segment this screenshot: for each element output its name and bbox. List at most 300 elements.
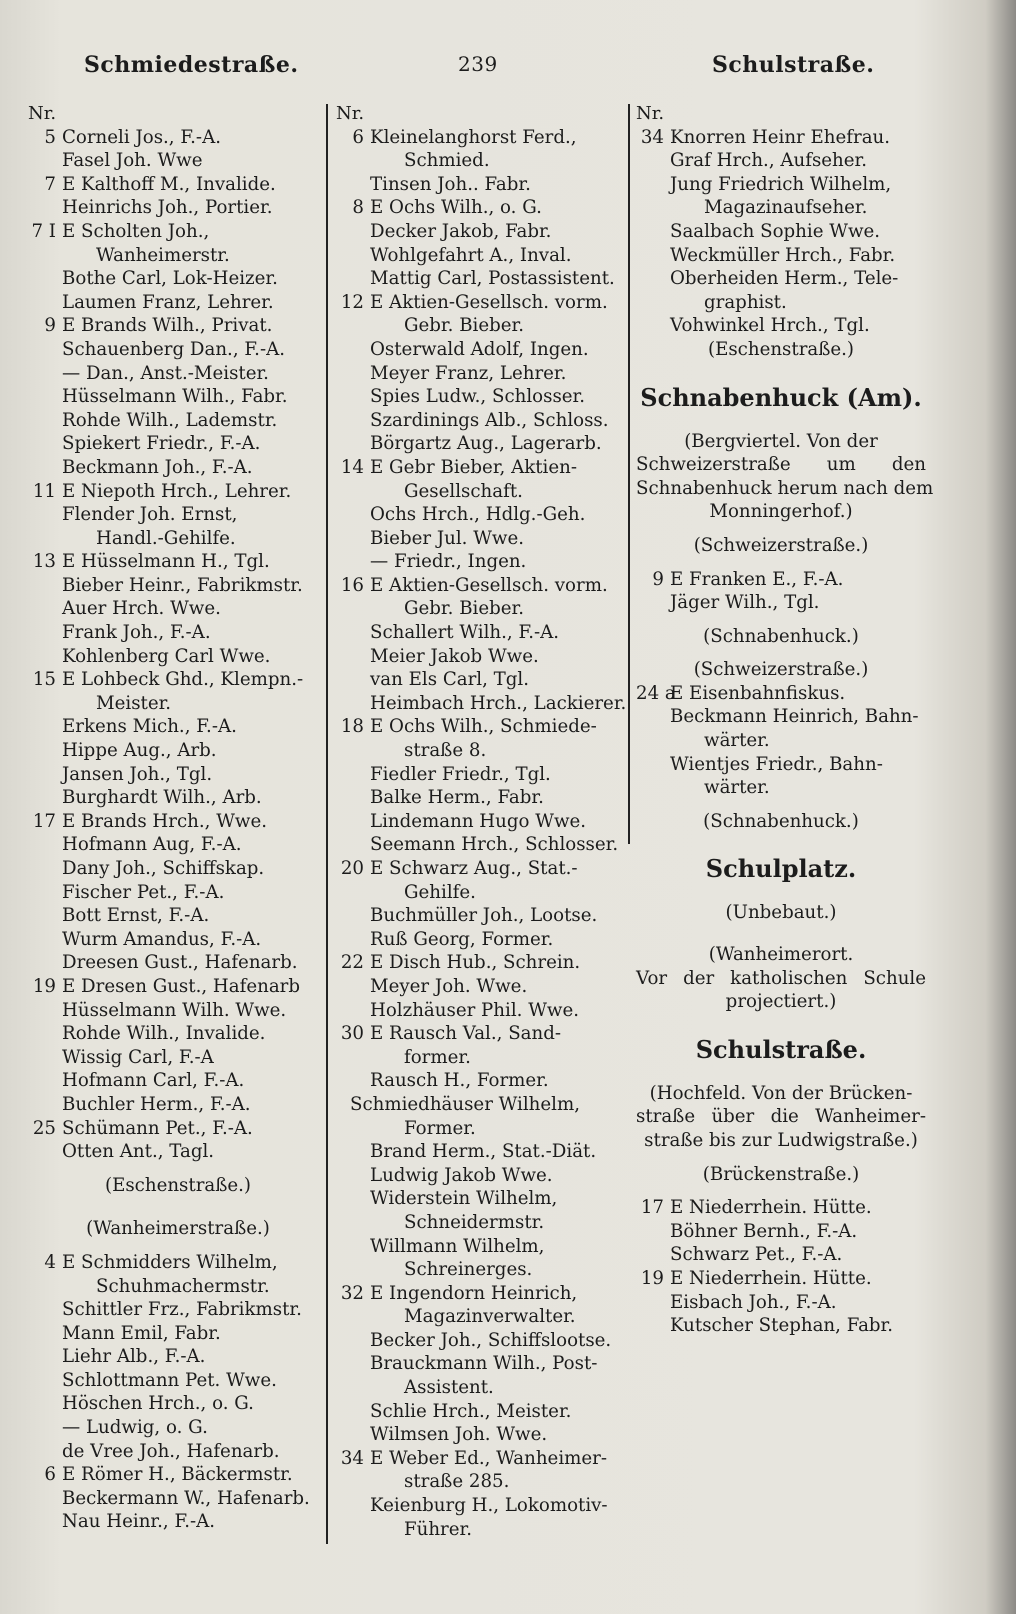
- entry-text: Rohde Wilh., Invalide.: [62, 1023, 266, 1045]
- entry-text: Dany Joh., Schiffskap.: [62, 858, 265, 879]
- entry-text: Buchmüller Joh., Lootse.: [370, 905, 598, 927]
- entry-text: Schümann Pet., F.-A.: [62, 1117, 253, 1139]
- directory-entry: [336, 668, 632, 692]
- entry-text: Ruß Georg, Former.: [370, 928, 554, 950]
- cross-street: (Schnabenhuck.): [703, 625, 859, 647]
- house-number: 13: [32, 551, 56, 573]
- entry-text: Balke Herm., Fabr.: [370, 787, 544, 809]
- entry-text: Heinrichs Joh., Portier.: [62, 197, 273, 219]
- spacer: [636, 1186, 926, 1196]
- entry-text: Fiedler Friedr., Tgl.: [370, 763, 551, 785]
- house-number: 9: [652, 568, 664, 590]
- directory-entry: [336, 1329, 632, 1353]
- entry-text: Decker Jakob, Fabr.: [370, 220, 552, 242]
- street-note: (Unbebaut.): [725, 902, 837, 924]
- entry-text: Gebr. Bieber.: [404, 315, 525, 337]
- entry-text: Corneli Jos., F.-A.: [62, 126, 221, 148]
- entry-text: Hofmann Carl, F.-A.: [62, 1070, 245, 1092]
- column-3: [636, 102, 934, 1338]
- directory-entry: [28, 1510, 328, 1534]
- directory-entry: [336, 244, 632, 268]
- entry-text: straße 285.: [404, 1471, 510, 1493]
- directory-entry: [636, 753, 926, 777]
- directory-entry: [28, 574, 328, 598]
- cross-street: [28, 1217, 328, 1241]
- entry-text: E Franken E., F.-A.: [670, 568, 844, 590]
- entry-text: E Römer H., Bäckermstr.: [62, 1464, 293, 1486]
- directory-entry: [636, 682, 926, 706]
- house-number: 19: [32, 975, 56, 997]
- directory-entry: [28, 621, 328, 645]
- entry-text: Fasel Joh. Wwe: [62, 150, 203, 172]
- directory-entry: [336, 126, 632, 150]
- entry-text: — Ludwig, o. G.: [62, 1417, 208, 1439]
- street-description: [636, 1082, 926, 1153]
- directory-entry: [28, 668, 328, 692]
- entry-text: Osterwald Adolf, Ingen.: [370, 338, 589, 360]
- entry-text: Beckmann Heinrich, Bahn-: [670, 706, 919, 728]
- entry-text: — Dan., Anst.-Meister.: [62, 362, 269, 384]
- directory-entry: [28, 904, 328, 928]
- directory-entry: [336, 1447, 632, 1471]
- entry-text: Buchler Herm., F.-A.: [62, 1093, 251, 1115]
- entry-text: Schauenberg Dan., F.-A.: [62, 338, 286, 360]
- entry-text: Magazinverwalter.: [404, 1306, 576, 1328]
- directory-entry: [28, 1392, 328, 1416]
- entry-text: E Rausch Val., Sand-: [370, 1023, 562, 1045]
- directory-entry: [28, 739, 328, 763]
- cross-street: (Brückenstraße.): [702, 1163, 860, 1185]
- directory-entry: [336, 527, 632, 551]
- directory-entry: [28, 503, 328, 527]
- directory-entry: [336, 1494, 632, 1518]
- entry-text: Beckmann Joh., F.-A.: [62, 456, 253, 478]
- house-number: 9: [44, 315, 56, 337]
- header-left-street: Schmiedestraße.: [84, 52, 299, 78]
- directory-entry: [336, 1140, 632, 1164]
- directory-entry: [28, 692, 328, 716]
- entry-text: Burghardt Wilh., Arb.: [62, 787, 262, 809]
- directory-entry: [336, 1022, 632, 1046]
- entry-text: E Lohbeck Ghd., Klempn.-: [62, 669, 304, 691]
- entry-text: Brauckmann Wilh., Post-: [370, 1353, 598, 1375]
- directory-entry: [336, 645, 632, 669]
- directory-entry: [336, 739, 632, 763]
- house-number: 19: [640, 1267, 664, 1289]
- directory-entry: [28, 833, 328, 857]
- directory-entry: [636, 173, 926, 197]
- directory-entry: [28, 338, 328, 362]
- directory-entry: [336, 1518, 632, 1542]
- cross-street: (Schweizerstraße.): [693, 534, 869, 556]
- house-number: 20: [340, 858, 364, 879]
- entry-text: Weckmüller Hrch., Fabr.: [670, 244, 896, 266]
- house-number: 32: [340, 1282, 364, 1304]
- cross-street: (Eschenstraße.): [707, 338, 855, 360]
- house-number: 17: [640, 1197, 664, 1219]
- description-line: Schnabenhuck herum nach dem: [636, 477, 934, 499]
- description-line: (Wanheimerort.: [708, 944, 854, 966]
- directory-entry: [636, 149, 926, 173]
- entry-text: Willmann Wilhelm,: [370, 1235, 545, 1257]
- directory-entry: [336, 291, 632, 315]
- spacer: [28, 1197, 328, 1207]
- entry-text: Schmiedhäuser Wilhelm,: [350, 1093, 580, 1115]
- spacer: [636, 800, 926, 810]
- directory-entry: [28, 1440, 328, 1464]
- directory-entry: [336, 456, 632, 480]
- entry-text: Böhner Bernh., F.-A.: [670, 1220, 858, 1242]
- directory-entry: [336, 1258, 632, 1282]
- entry-text: E Schwarz Aug., Stat.-: [370, 858, 578, 879]
- directory-entry: [336, 857, 632, 881]
- directory-entry: [28, 173, 328, 197]
- entry-text: Becker Joh., Schiffslootse.: [370, 1329, 612, 1351]
- header-right-street: Schulstraße.: [712, 52, 875, 78]
- entry-text: E Ochs Wilh., Schmiede-: [370, 716, 597, 738]
- street-title-schnabenhuck: Schnabenhuck (Am).: [640, 382, 922, 412]
- entry-text: Fischer Pet., F.-A.: [62, 881, 225, 903]
- cross-street: (Schweizerstraße.): [693, 659, 869, 681]
- directory-entry: [28, 432, 328, 456]
- directory-entry: [336, 1282, 632, 1306]
- entry-text: Schlie Hrch., Meister.: [370, 1400, 572, 1422]
- directory-entry: [336, 810, 632, 834]
- directory-entry: [28, 385, 328, 409]
- directory-entry: [28, 1298, 328, 1322]
- house-number: 14: [340, 456, 364, 478]
- street-title-schulplatz: Schulplatz.: [705, 854, 857, 884]
- directory-entry: [28, 715, 328, 739]
- entry-text: Gesellschaft.: [404, 480, 523, 502]
- directory-entry: [336, 409, 632, 433]
- entry-text: Auer Hrch. Wwe.: [62, 598, 221, 620]
- house-number: 30: [340, 1023, 364, 1045]
- house-number: 15: [32, 669, 56, 691]
- directory-entry: [336, 196, 632, 220]
- entry-text: E Gebr Bieber, Aktien-: [370, 456, 577, 478]
- directory-entry: [636, 591, 926, 615]
- entry-text: Jäger Wilh., Tgl.: [670, 592, 820, 614]
- directory-entry: [636, 1220, 926, 1244]
- directory-entry: [28, 1275, 328, 1299]
- entry-text: Handl.-Gehilfe.: [96, 527, 236, 549]
- house-number: 7: [44, 173, 56, 195]
- entry-text: E Weber Ed., Wanheimer-: [370, 1447, 607, 1469]
- entry-text: Kohlenberg Carl Wwe.: [62, 645, 271, 667]
- directory-entry: [336, 786, 632, 810]
- house-number: 24 a: [636, 682, 676, 704]
- column-label: Nr.: [28, 103, 57, 124]
- directory-entry: [28, 1463, 328, 1487]
- entry-text: Spies Ludw., Schlosser.: [370, 386, 586, 408]
- entry-text: Beckermann W., Hafenarb.: [62, 1487, 310, 1509]
- directory-entry: [636, 776, 926, 800]
- entry-text: Wurm Amandus, F.-A.: [62, 928, 262, 950]
- directory-entry: [28, 149, 328, 173]
- house-number: 4: [44, 1251, 56, 1273]
- entry-text: Flender Joh. Ernst,: [62, 504, 238, 526]
- entry-text: Mann Emil, Fabr.: [62, 1322, 221, 1344]
- entries-schulstrasse: [636, 1196, 926, 1338]
- directory-entry: [28, 456, 328, 480]
- house-number: 34: [640, 126, 664, 148]
- cross-street: (Schnabenhuck.): [703, 810, 859, 832]
- entry-text: Widerstein Wilhelm,: [370, 1188, 558, 1210]
- directory-entry: [336, 1069, 632, 1093]
- entry-text: Wilmsen Joh. Wwe.: [370, 1424, 548, 1446]
- directory-entry: [28, 1046, 328, 1070]
- directory-entry: [336, 1352, 632, 1376]
- column-label: Nr.: [336, 103, 365, 124]
- entry-text: Rohde Wilh., Lademstr.: [62, 409, 278, 431]
- directory-entry: [336, 1376, 632, 1400]
- directory-entry: [28, 786, 328, 810]
- description-line: projectiert.): [725, 991, 837, 1013]
- entry-text: Meyer Franz, Lehrer.: [370, 362, 567, 384]
- entry-text: Gehilfe.: [404, 881, 476, 903]
- street-title-schulstrasse: Schulstraße.: [695, 1034, 867, 1064]
- house-number: 7 I: [31, 220, 56, 242]
- directory-entry: [336, 1117, 632, 1141]
- directory-entry: [28, 645, 328, 669]
- description-line: straße bis zur Ludwigstraße.): [644, 1130, 918, 1151]
- directory-entry: [28, 314, 328, 338]
- directory-entry: [28, 857, 328, 881]
- directory-entry: [336, 763, 632, 787]
- entry-text: E Brands Wilh., Privat.: [62, 315, 273, 337]
- entry-text: Oberheiden Herm., Tele-: [670, 268, 899, 290]
- entry-text: E Scholten Joh.,: [62, 220, 210, 242]
- directory-entry: [336, 267, 632, 291]
- entry-text: Bothe Carl, Lok-Heizer.: [62, 268, 278, 290]
- directory-entry: [336, 621, 632, 645]
- entry-text: Schmied.: [404, 150, 490, 172]
- description-line: straße über die Wanheimer-: [636, 1106, 926, 1128]
- entry-text: E Kalthoff M., Invalide.: [62, 173, 276, 195]
- directory-entry: [336, 173, 632, 197]
- spacer: [636, 558, 926, 568]
- entry-text: graphist.: [704, 291, 787, 313]
- entry-text: E Ochs Wilh., o. G.: [370, 197, 542, 219]
- directory-entry: [28, 267, 328, 291]
- directory-entry: [636, 1196, 926, 1220]
- entry-text: Lindemann Hugo Wwe.: [370, 810, 587, 832]
- directory-entry: [336, 314, 632, 338]
- directory-entry: [336, 999, 632, 1023]
- entry-text: Tinsen Joh.. Fabr.: [370, 173, 531, 195]
- entry-text: Ludwig Jakob Wwe.: [370, 1164, 553, 1186]
- directory-entry: [336, 1093, 632, 1117]
- entry-text: Schallert Wilh., F.-A.: [370, 622, 560, 644]
- directory-entry: [336, 1423, 632, 1447]
- directory-entry: [336, 220, 632, 244]
- directory-entry: [28, 881, 328, 905]
- directory-entry: [336, 1164, 632, 1188]
- entry-text: wärter.: [704, 777, 770, 799]
- directory-entry: [28, 1093, 328, 1117]
- entry-text: Führer.: [404, 1518, 472, 1540]
- directory-entry: [28, 244, 328, 268]
- entry-text: Hofmann Aug, F.-A.: [62, 834, 242, 856]
- entry-text: Otten Ant., Tagl.: [62, 1141, 215, 1163]
- entry-text: Börgartz Aug., Lagerarb.: [370, 433, 602, 455]
- entry-text: Dreesen Gust., Hafenarb.: [62, 952, 298, 974]
- entry-text: Rausch H., Former.: [370, 1070, 549, 1092]
- entry-text: Schneidermstr.: [404, 1211, 545, 1233]
- directory-entry: [336, 951, 632, 975]
- entry-text: Bieber Jul. Wwe.: [370, 527, 525, 549]
- street-description: [636, 943, 926, 1014]
- directory-entry: [28, 1022, 328, 1046]
- entry-text: straße 8.: [404, 740, 487, 762]
- description-line: (Bergviertel. Von der: [684, 430, 878, 452]
- directory-entry: [636, 267, 926, 291]
- directory-entry: [28, 1416, 328, 1440]
- directory-entry: [336, 550, 632, 574]
- directory-entry: [336, 385, 632, 409]
- directory-entry: [336, 432, 632, 456]
- house-number: 12: [340, 291, 364, 313]
- entry-text: Szardinings Alb., Schloss.: [370, 409, 609, 431]
- directory-entry: [636, 196, 926, 220]
- directory-entry: [336, 503, 632, 527]
- description-line: Vor der katholischen Schule: [636, 967, 926, 989]
- entry-text: Schreinerges.: [404, 1259, 533, 1281]
- entry-text: Wanheimerstr.: [96, 244, 230, 266]
- directory-entry: [636, 291, 926, 315]
- directory-entry: [336, 928, 632, 952]
- spacer: [636, 648, 926, 658]
- entry-text: E Niederrhein. Hütte.: [670, 1267, 872, 1289]
- directory-entry: [336, 149, 632, 173]
- spacer: [636, 925, 926, 943]
- entry-text: Mattig Carl, Postassistent.: [370, 268, 615, 290]
- entry-text: Hippe Aug., Arb.: [62, 740, 217, 762]
- directory-entry: [28, 763, 328, 787]
- directory-entry: [336, 1235, 632, 1259]
- entry-text: Heimbach Hrch., Lackierer.: [370, 692, 627, 714]
- directory-entry: [28, 999, 328, 1023]
- directory-entry: [336, 975, 632, 999]
- directory-entry: [28, 1117, 328, 1141]
- directory-entry: [28, 1322, 328, 1346]
- entry-text: Seemann Hrch., Schlosser.: [370, 834, 619, 856]
- directory-entry: [336, 1400, 632, 1424]
- house-number: 16: [340, 574, 364, 596]
- entry-text: E Niepoth Hrch., Lehrer.: [62, 480, 292, 502]
- entry-text: E Ingendorn Heinrich,: [370, 1282, 578, 1304]
- entries-schnabenhuck-b: [636, 682, 926, 800]
- entry-text: Knorren Heinr Ehefrau.: [670, 126, 891, 148]
- directory-entry: [636, 705, 926, 729]
- description-line: Monningerhof.): [709, 501, 853, 523]
- entry-text: Wohlgefahrt A., Inval.: [370, 244, 572, 266]
- entry-text: Hüsselmann Wilh., Fabr.: [62, 386, 288, 408]
- house-number: 17: [32, 810, 56, 832]
- street-description: [636, 430, 934, 524]
- entry-text: Liehr Alb., F.-A.: [62, 1346, 206, 1368]
- entry-text: E Eisenbahnfiskus.: [670, 682, 846, 704]
- directory-entry: [336, 1470, 632, 1494]
- running-head: [0, 52, 1016, 92]
- entry-text: Schuhmachermstr.: [96, 1275, 270, 1297]
- column-1: [28, 102, 328, 1534]
- directory-entry: [636, 1291, 926, 1315]
- entry-text: E Aktien-Gesellsch. vorm.: [370, 291, 608, 313]
- spacer: [28, 1207, 328, 1217]
- house-number: 11: [32, 480, 56, 502]
- directory-entry: [28, 196, 328, 220]
- description-line: Schweizerstraße um den: [636, 454, 926, 476]
- directory-entry: [28, 951, 328, 975]
- entry-text: (Wanheimerstraße.): [86, 1218, 270, 1240]
- entry-text: wärter.: [704, 730, 770, 752]
- spacer: [636, 615, 926, 625]
- directory-entry: [28, 527, 328, 551]
- directory-entry: [636, 220, 926, 244]
- entry-text: Meier Jakob Wwe.: [370, 645, 539, 667]
- entry-text: Jung Friedrich Wilhelm,: [670, 173, 892, 195]
- entry-text: Graf Hrch., Aufseher.: [670, 150, 868, 172]
- directory-entry: [28, 1251, 328, 1275]
- spacer: [28, 1241, 328, 1251]
- entry-text: Ochs Hrch., Hdlg.-Geh.: [370, 504, 586, 526]
- entry-text: Schwarz Pet., F.-A.: [670, 1244, 843, 1266]
- spacer: [28, 1164, 328, 1174]
- directory-entry: [336, 1211, 632, 1235]
- directory-entry: [336, 692, 632, 716]
- directory-entry: [336, 1305, 632, 1329]
- entry-text: Meyer Joh. Wwe.: [370, 975, 528, 997]
- entry-text: Kleinelanghorst Ferd.,: [370, 126, 577, 148]
- column-2: [336, 102, 632, 1541]
- entry-text: Erkens Mich., F.-A.: [62, 716, 237, 738]
- directory-entry: [28, 597, 328, 621]
- directory-entry: [636, 244, 926, 268]
- directory-entry: [336, 597, 632, 621]
- house-number: 25: [32, 1117, 56, 1139]
- directory-entry: [28, 409, 328, 433]
- entry-text: Brand Herm., Stat.-Diät.: [370, 1141, 597, 1163]
- directory-entry: [636, 1243, 926, 1267]
- house-number: 34: [340, 1447, 364, 1469]
- house-number: 8: [352, 197, 364, 219]
- directory-entry: [636, 1267, 926, 1291]
- directory-entry: [28, 1487, 328, 1511]
- directory-entry: [636, 126, 926, 150]
- entry-text: former.: [404, 1046, 471, 1068]
- entry-text: Wientjes Friedr., Bahn-: [670, 753, 883, 775]
- entry-text: E Brands Hrch., Wwe.: [62, 810, 268, 832]
- entry-text: E Hüsselmann H., Tgl.: [62, 551, 270, 573]
- entry-text: Bott Ernst, F.-A.: [62, 905, 210, 927]
- directory-entry: [28, 975, 328, 999]
- house-number: 6: [44, 1464, 56, 1486]
- entry-text: Saalbach Sophie Wwe.: [670, 220, 881, 242]
- directory-entry: [336, 833, 632, 857]
- directory-entry: [28, 1369, 328, 1393]
- directory-entry: [28, 291, 328, 315]
- entry-text: Magazinaufseher.: [704, 197, 868, 219]
- entry-text: Assistent.: [404, 1377, 494, 1399]
- entry-text: Gebr. Bieber.: [404, 598, 525, 620]
- entry-text: Eisbach Joh., F.-A.: [670, 1291, 837, 1313]
- entry-text: Jansen Joh., Tgl.: [62, 763, 213, 785]
- entry-text: Former.: [404, 1117, 476, 1139]
- entry-text: Schittler Frz., Fabrikmstr.: [62, 1299, 302, 1321]
- cross-street: [28, 1174, 328, 1198]
